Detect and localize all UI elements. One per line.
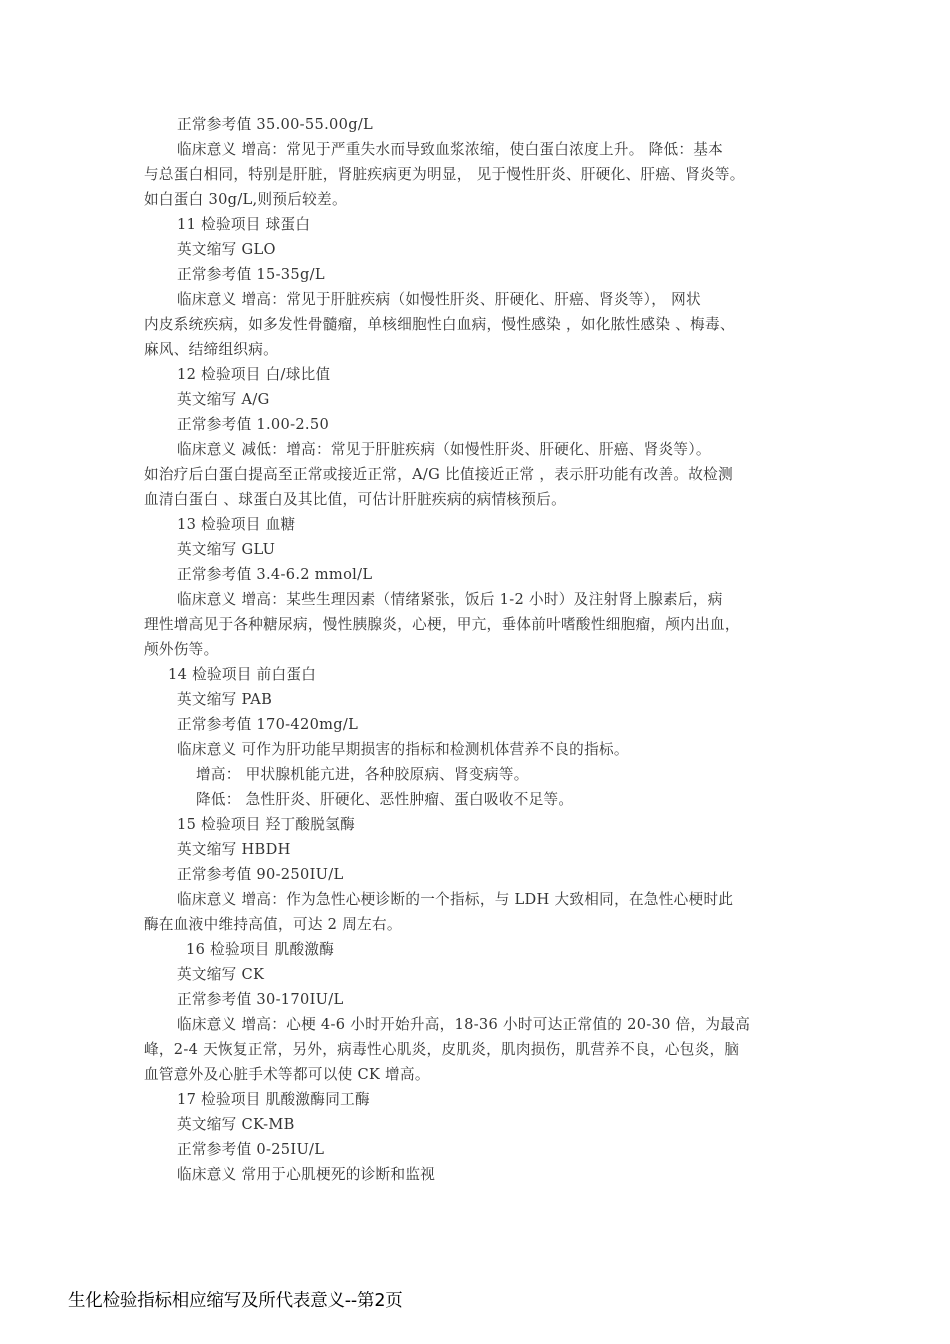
item-17-clinical-significance: 临床意义 常用于心肌梗死的诊断和监视 (177, 1166, 436, 1183)
item-15-title: 15 检验项目 羟丁酸脱氢酶 (177, 816, 355, 833)
item-13-clinical-significance-cont: 颅外伤等。 (144, 641, 219, 658)
albumin-reference-value: 正常参考值 35.00-55.00g/L (177, 116, 374, 133)
item-14-decrease: 降低： 急性肝炎、肝硬化、恶性肿瘤、蛋白吸收不足等。 (196, 791, 574, 808)
item-13-clinical-significance-cont: 理性增高见于各种糖尿病，慢性胰腺炎，心梗，甲亢，垂体前叶嗜酸性细胞瘤，颅内出血， (144, 616, 740, 633)
page-footer: 生化检验指标相应缩写及所代表意义--第2页 (68, 1291, 403, 1311)
item-17-abbreviation: 英文缩写 CK-MB (177, 1116, 295, 1133)
item-16-clinical-significance: 临床意义 增高：心梗 4-6 小时开始升高，18-36 小时可达正常值的 20-30 倍，为最高 (177, 1016, 751, 1033)
item-16-abbreviation: 英文缩写 CK (177, 966, 265, 983)
item-12-title: 12 检验项目 白/球比值 (177, 366, 331, 383)
item-16-clinical-significance-cont: 峰，2-4 天恢复正常，另外，病毒性心肌炎，皮肌炎，肌肉损伤，肌营养不良，心包炎，脑 (144, 1041, 740, 1058)
albumin-clinical-significance: 临床意义 增高：常见于严重失水而导致血浆浓缩，使白蛋白浓度上升。 降低：基本 (177, 141, 724, 158)
item-12-clinical-significance-cont: 如治疗后白蛋白提高至正常或接近正常，A/G 比值接近正常 ，表示肝功能有改善。故检测 (144, 466, 733, 483)
item-17-title: 17 检验项目 肌酸激酶同工酶 (177, 1091, 370, 1108)
item-16-reference-value: 正常参考值 30-170IU/L (177, 991, 344, 1008)
item-11-title: 11 检验项目 球蛋白 (177, 216, 311, 233)
item-16-clinical-significance-cont: 血管意外及心脏手术等都可以使 CK 增高。 (144, 1066, 430, 1083)
item-14-increase: 增高： 甲状腺机能亢进，各种胶原病、肾变病等。 (196, 766, 529, 783)
item-14-reference-value: 正常参考值 170-420mg/L (177, 716, 359, 733)
item-12-clinical-significance: 临床意义 减低：增高：常见于肝脏疾病（如慢性肝炎、肝硬化、肝癌、肾炎等）。 (177, 441, 711, 458)
item-14-clinical-significance: 临床意义 可作为肝功能早期损害的指标和检测机体营养不良的指标。 (177, 741, 629, 758)
item-11-reference-value: 正常参考值 15-35g/L (177, 266, 325, 283)
item-12-clinical-significance-cont: 血清白蛋白 、球蛋白及其比值，可估计肝脏疾病的病情核预后。 (144, 491, 566, 508)
item-11-clinical-significance-cont: 麻风、结缔组织病。 (144, 341, 279, 358)
item-12-reference-value: 正常参考值 1.00-2.50 (177, 416, 330, 433)
item-13-clinical-significance: 临床意义 增高：某些生理因素（情绪紧张，饭后 1-2 小时）及注射肾上腺素后，病 (177, 591, 723, 608)
item-15-abbreviation: 英文缩写 HBDH (177, 841, 291, 858)
item-11-clinical-significance-cont: 内皮系统疾病，如多发性骨髓瘤，单核细胞性白血病，慢性感染 ，如化脓性感染 、梅毒、 (144, 316, 735, 333)
item-14-title: 14 检验项目 前白蛋白 (168, 666, 317, 683)
item-11-abbreviation: 英文缩写 GLO (177, 241, 276, 258)
item-15-reference-value: 正常参考值 90-250IU/L (177, 866, 344, 883)
albumin-clinical-significance-cont: 如白蛋白 30g/L,则预后较差。 (144, 191, 347, 208)
item-14-abbreviation: 英文缩写 PAB (177, 691, 273, 708)
item-15-clinical-significance: 临床意义 增高：作为急性心梗诊断的一个指标，与 LDH 大致相同，在急性心梗时此 (177, 891, 734, 908)
item-13-reference-value: 正常参考值 3.4-6.2 mmol/L (177, 566, 373, 583)
item-16-title: 16 检验项目 肌酸激酶 (186, 941, 335, 958)
item-12-abbreviation: 英文缩写 A/G (177, 391, 270, 408)
item-13-abbreviation: 英文缩写 GLU (177, 541, 276, 558)
albumin-clinical-significance-cont: 与总蛋白相同，特别是肝脏，肾脏疾病更为明显， 见于慢性肝炎、肝硬化、肝癌、肾炎等。 (144, 166, 745, 183)
item-17-reference-value: 正常参考值 0-25IU/L (177, 1141, 325, 1158)
item-11-clinical-significance: 临床意义 增高：常见于肝脏疾病（如慢性肝炎、肝硬化、肝癌、肾炎等）， 网状 (177, 291, 701, 308)
item-13-title: 13 检验项目 血糖 (177, 516, 296, 533)
item-15-clinical-significance-cont: 酶在血液中维持高值，可达 2 周左右。 (144, 916, 402, 933)
